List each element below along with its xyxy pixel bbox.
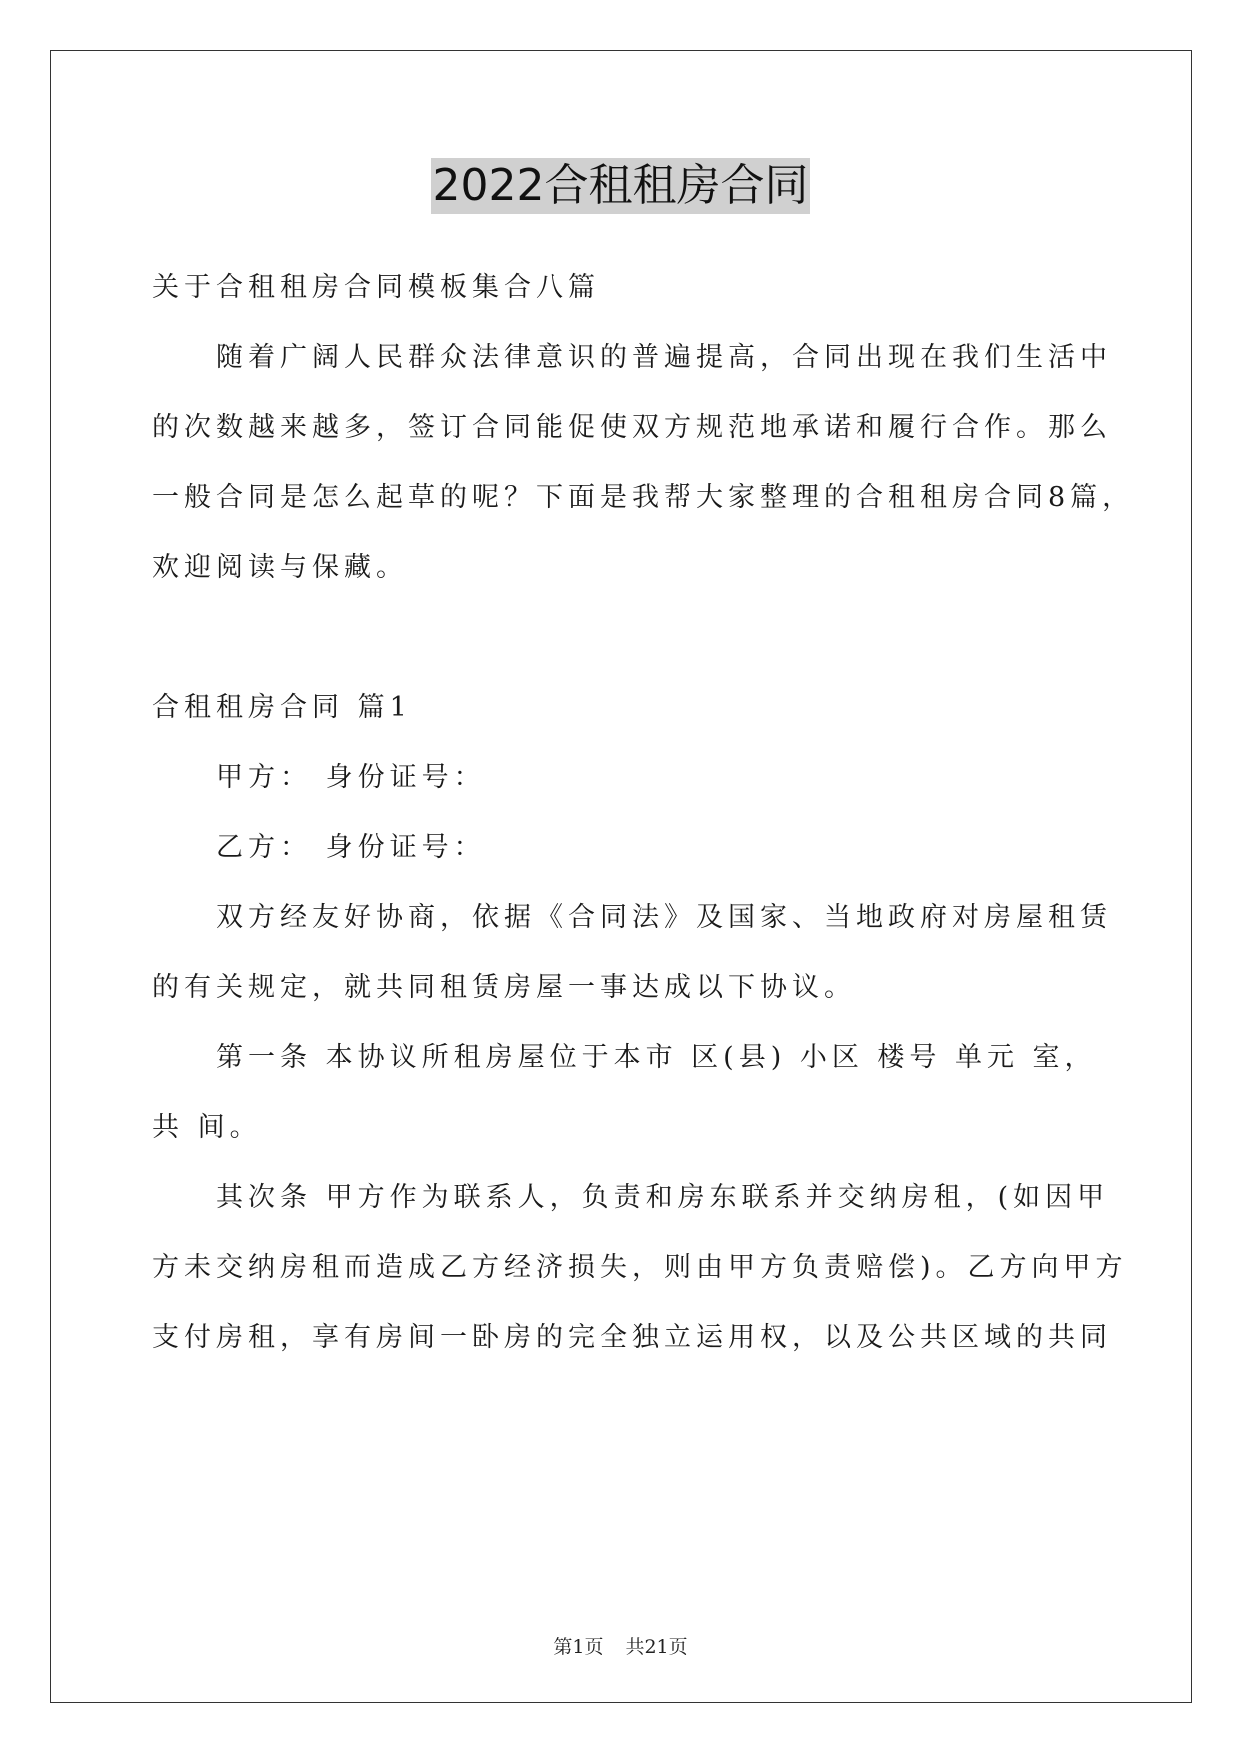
blank-gap: [152, 612, 1092, 682]
party-b-line: 乙方： 身份证号：: [216, 832, 486, 863]
paragraph-line: 的有关规定，就共同租赁房屋一事达成以下协议。: [152, 972, 856, 1003]
paragraph-line: 方未交纳房租而造成乙方经济损失，则由甲方负责赔偿)。乙方向甲方: [152, 1252, 1128, 1283]
article-2-line: 其次条 甲方作为联系人，负责和房东联系并交纳房租，(如因甲: [216, 1182, 1110, 1213]
title-wrap: [0, 158, 1241, 214]
page-footer: [0, 1632, 1241, 1659]
page-total: 共21页: [625, 1636, 688, 1658]
document-body: [152, 262, 1135, 1382]
paragraph-line: 的次数越来越多，签订合同能促使双方规范地承诺和履行合作。那么: [152, 412, 1112, 443]
paragraph-line: 双方经友好协商，依据《合同法》及国家、当地政府对房屋租赁: [216, 902, 1112, 933]
document-title: 2022合租租房合同: [431, 158, 811, 214]
paragraph-line: 欢迎阅读与保藏。: [152, 552, 408, 583]
page-number: 第1页: [553, 1636, 604, 1658]
party-a-line: 甲方： 身份证号：: [216, 762, 486, 793]
subtitle-line: 关于合租租房合同模板集合八篇: [152, 272, 600, 303]
paragraph-line: 支付房租，享有房间一卧房的完全独立运用权，以及公共区域的共同: [152, 1322, 1112, 1353]
section-heading: 合租租房合同 篇1: [152, 692, 412, 723]
paragraph-line: 随着广阔人民群众法律意识的普遍提高，合同出现在我们生活中: [216, 342, 1112, 373]
paragraph-line: 一般合同是怎么起草的呢？下面是我帮大家整理的合租租房合同8篇，: [152, 482, 1135, 513]
paragraph-line: 共 间。: [152, 1112, 262, 1143]
article-1-line: 第一条 本协议所租房屋位于本市 区(县) 小区 楼号 单元 室，: [216, 1042, 1097, 1073]
